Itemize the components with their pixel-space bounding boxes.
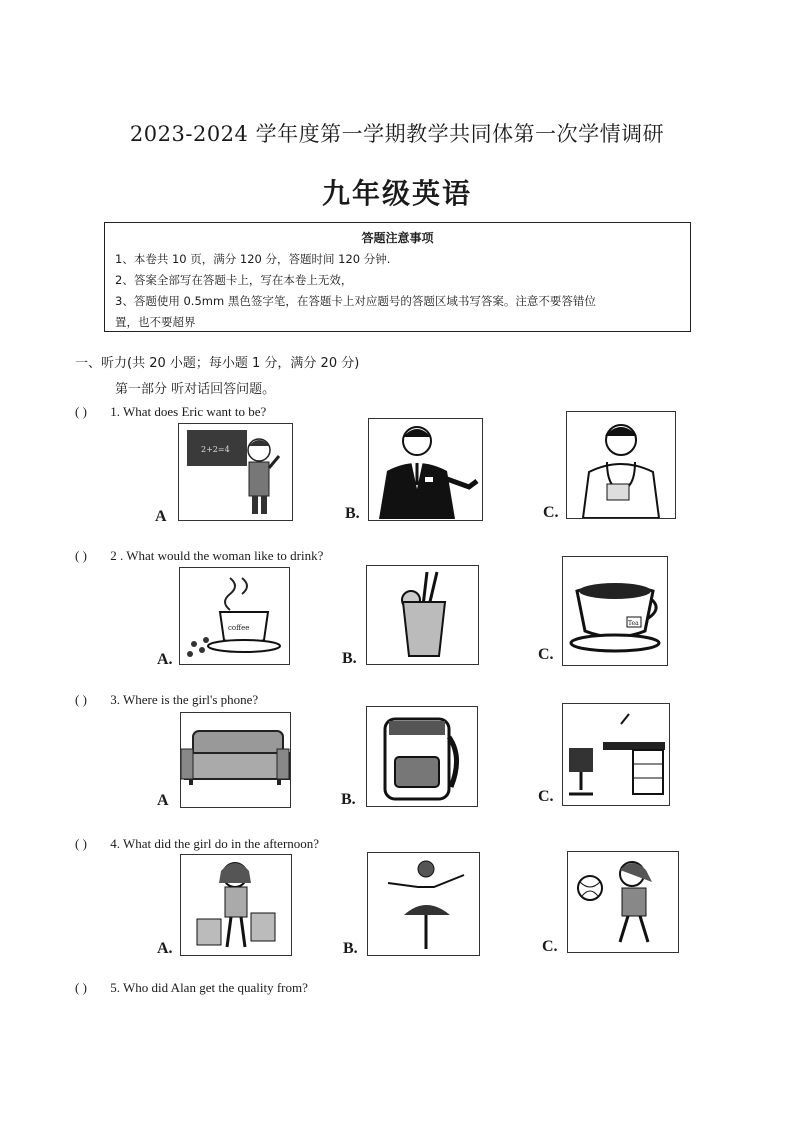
tea-image[interactable] <box>562 556 668 666</box>
option-label: A <box>155 508 167 525</box>
section-title: 一、听力(共 20 小题；每小题 1 分，满分 20 分) <box>75 356 360 371</box>
option-label: C. <box>538 788 554 805</box>
question-3 <box>75 692 258 708</box>
question-text: 4. What did the girl do in the afternoon? <box>110 836 320 851</box>
tea-tag-text: Tea <box>628 620 639 627</box>
sofa-image[interactable] <box>180 712 291 808</box>
answer-blank[interactable]: ( ) <box>75 836 87 851</box>
question-text: 3. Where is the girl's phone? <box>110 692 259 707</box>
notice-line-1: 1、本卷共 10 页，满分 120 分，答题时间 120 分钟. <box>115 252 391 266</box>
businessman-image[interactable] <box>368 418 483 521</box>
exam-title: 2023-2024 学年度第一学期教学共同体第一次学情调研 <box>129 122 665 146</box>
option-label: C. <box>542 938 558 955</box>
option-label: B. <box>341 791 356 808</box>
question-1 <box>75 404 266 420</box>
question-text: 1. What does Eric want to be? <box>110 404 267 419</box>
option-label: A. <box>157 651 173 668</box>
teacher-image[interactable] <box>178 423 293 521</box>
question-5 <box>75 980 308 996</box>
doctor-image[interactable] <box>566 411 676 519</box>
answer-blank[interactable]: ( ) <box>75 692 87 707</box>
question-4 <box>75 836 319 852</box>
notice-line-2: 2、答案全部写在答题卡上，写在本卷上无效， <box>115 273 353 287</box>
option-label: C. <box>543 504 559 521</box>
notice-box <box>104 222 691 332</box>
option-label: B. <box>343 940 358 957</box>
question-2 <box>75 548 323 564</box>
cup-text: coffee <box>228 624 250 632</box>
answer-blank[interactable]: ( ) <box>75 548 87 563</box>
option-label: C. <box>538 646 554 663</box>
option-label: A. <box>157 940 173 957</box>
question-text: 5. Who did Alan get the quality from? <box>110 980 308 995</box>
juice-image[interactable] <box>366 565 479 665</box>
ballet-image[interactable] <box>367 852 480 956</box>
option-label: B. <box>345 505 360 522</box>
notice-line-4: 置，也不要超界 <box>115 315 196 329</box>
coffee-image[interactable] <box>179 567 290 665</box>
question-text: 2 . What would the woman like to drink? <box>110 548 324 563</box>
answer-blank[interactable]: ( ) <box>75 404 87 419</box>
part-title: 第一部分 听对话回答问题。 <box>115 382 276 397</box>
desk-image[interactable] <box>562 703 670 806</box>
option-label: A <box>157 792 169 809</box>
exam-subject: 九年级英语 <box>321 177 472 210</box>
answer-blank[interactable]: ( ) <box>75 980 87 995</box>
notice-title: 答题注意事项 <box>361 231 434 245</box>
option-label: B. <box>342 650 357 667</box>
volleyball-image[interactable] <box>567 851 679 953</box>
shopping-girl-image[interactable] <box>180 854 292 956</box>
blackboard-text: 2+2=4 <box>201 445 230 454</box>
notice-line-3: 3、答题使用 0.5mm 黑色签字笔，在答题卡上对应题号的答题区域书写答案。注意不要答错位 <box>115 294 596 308</box>
backpack-image[interactable] <box>366 706 478 807</box>
